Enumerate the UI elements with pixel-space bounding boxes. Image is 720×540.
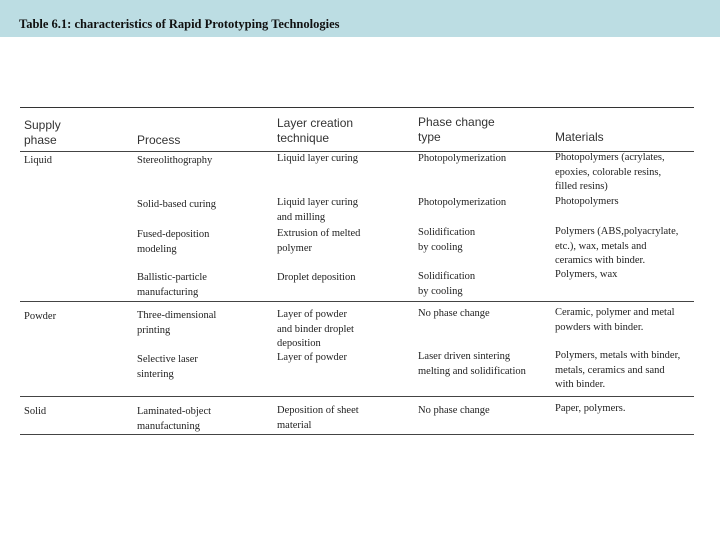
table-top-rule [20,107,694,108]
table-row-process: Three-dimensional printing [137,310,217,336]
table-row-process: Solid-based curing [137,199,217,210]
table-row-materials: Photopolymers [555,196,619,207]
table-row-process: Fused-deposition modeling [137,229,210,255]
table-row-phase: Laser driven sintering melting and solidification [418,351,526,377]
table-row-process: Stereolithography [137,155,213,166]
title-bar [0,0,720,37]
group-label-solid: Solid [24,406,47,417]
group-label-powder: Powder [24,311,57,322]
table-row-phase: Solidification by cooling [418,227,476,253]
table-row-phase: Solidification by cooling [418,271,476,297]
table-row-layer: Deposition of sheet material [277,405,359,431]
table-row-layer: Layer of powder and binder droplet deposition [277,309,354,349]
table-row-layer: Layer of powder [277,352,347,363]
table-row-phase: Photopolymerization [418,197,507,208]
table-row-process: Ballistic-particle manufacturing [137,272,207,298]
table-row-layer: Liquid layer curing [277,153,359,164]
header-phase-change: Phase change type [418,115,495,144]
table-row-materials: Polymers (ABS,polyacrylate, etc.), wax, metals and ceramics with binder. [555,226,679,266]
table-bottom-rule [20,434,694,435]
table-row-layer: Liquid layer curing and milling [277,197,359,223]
header-layer-creation: Layer creation technique [277,116,354,145]
header-process: Process [137,133,181,147]
table-row-phase: No phase change [418,308,490,319]
slide-title: Table 6.1: characteristics of Rapid Prototyping Technologies [19,17,340,31]
table-row-phase: No phase change [418,405,490,416]
table-row-materials: Photopolymers (acrylates, epoxies, colorable resins, filled resins) [555,152,665,192]
rp-technologies-table [20,106,694,440]
table-row-materials: Polymers, metals with binder, metals, ceramics and sand with binder. [555,350,681,390]
table-row-materials: Paper, polymers. [555,403,626,414]
table-row-phase: Photopolymerization [418,153,507,164]
header-materials: Materials [555,130,604,144]
table-row-materials: Polymers, wax [555,269,618,280]
table-row-process: Laminated-object manufactuning [137,406,212,432]
header-supply-phase: Supply phase [24,118,61,147]
group-label-liquid: Liquid [24,155,52,166]
table-row-materials: Ceramic, polymer and metal powders with binder. [555,307,675,333]
table-row-process: Selective laser sintering [137,354,198,380]
table-row-layer: Droplet deposition [277,272,356,283]
table-row-layer: Extrusion of melted polymer [277,228,361,254]
powder-group-rule [20,396,694,397]
liquid-group-rule [20,301,694,302]
